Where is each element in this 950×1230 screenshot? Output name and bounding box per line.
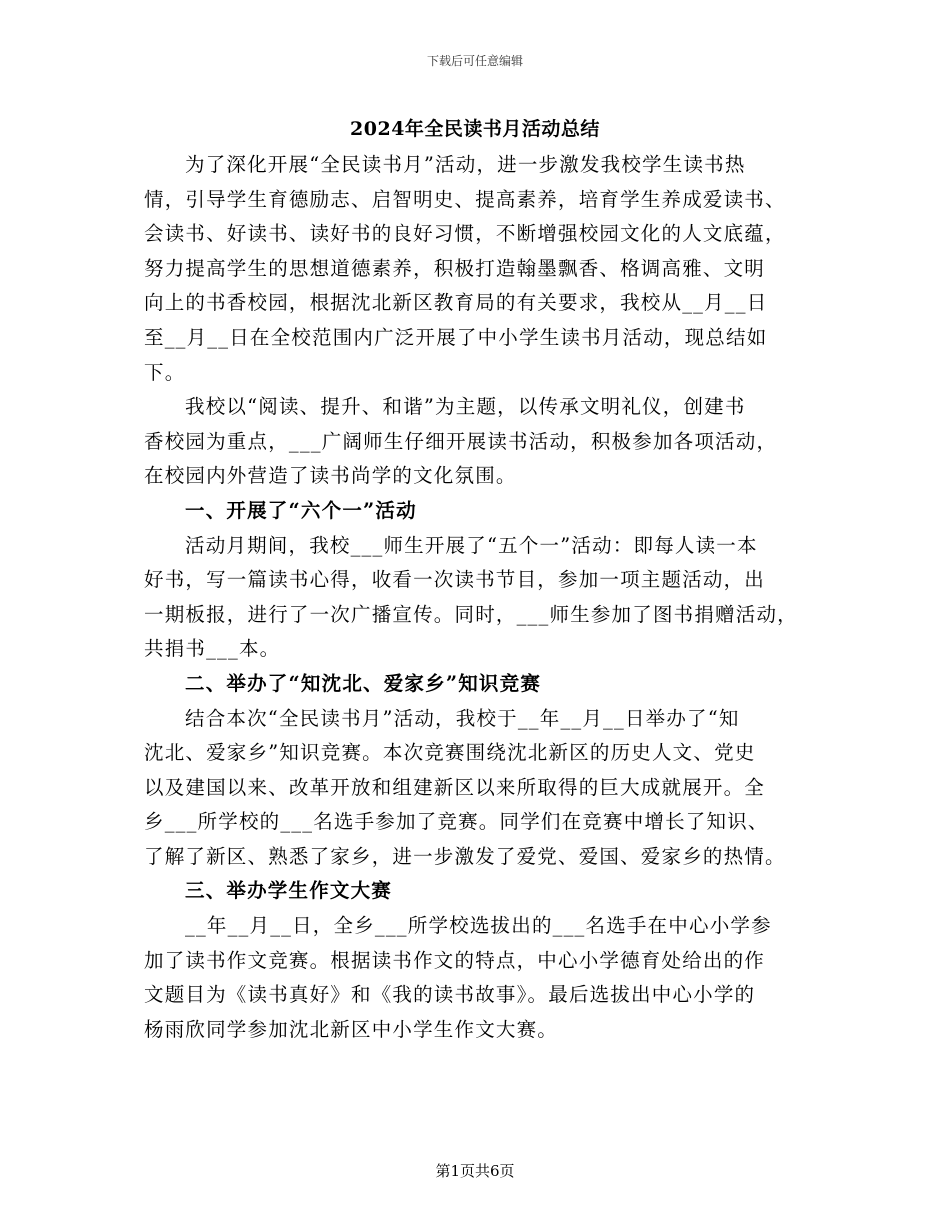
header-note: 下载后可任意编辑 xyxy=(426,54,523,68)
section-heading: 二、举办了“知沈北、爱家乡”知识竞赛 xyxy=(185,671,542,695)
paragraph-line: 活动月期间，我校___师生开展了“五个一”活动：即每人读一本 xyxy=(185,533,758,557)
paragraph-line: 在校园内外营造了读书尚学的文化氛围。 xyxy=(144,464,517,488)
paragraph-line: 好书，写一篇读书心得，收看一次读书节目，参加一项主题活动，出 xyxy=(144,568,766,592)
paragraph-line: 向上的书香校园，根据沈北新区教育局的有关要求，我校从__月__日 xyxy=(144,291,768,315)
paragraph-line: 努力提高学生的思想道德素养，积极打造翰墨飘香、格调高雅、文明 xyxy=(144,256,766,280)
section-heading: 三、举办学生作文大赛 xyxy=(185,879,393,903)
paragraph-line: 一期板报，进行了一次广播宣传。同时，___师生参加了图书捐赠活动， xyxy=(144,602,798,626)
paragraph-line: 香校园为重点，___广阔师生仔细开展读书活动，积极参加各项活动， xyxy=(144,429,778,453)
section-heading: 一、开展了“六个一”活动 xyxy=(185,498,417,522)
paragraph-line: 会读书、好读书、读好书的良好习惯，不断增强校园文化的人文底蕴， xyxy=(144,222,786,246)
page-indicator: 第1页共6页 xyxy=(435,1162,515,1180)
paragraph-line: 共捐书___本。 xyxy=(144,637,281,661)
paragraph-line: 至__月__日在全校范围内广泛开展了中小学生读书月活动，现总结如 xyxy=(144,325,768,349)
paragraph-line: 乡___所学校的___名选手参加了竞赛。同学们在竞赛中增长了知识、 xyxy=(144,810,769,834)
paragraph-line: 情，引导学生育德励志、启智明史、提高素养，培育学生养成爱读书、 xyxy=(144,187,786,211)
paragraph-line: 为了深化开展“全民读书月”活动，进一步激发我校学生读书热 xyxy=(185,153,746,176)
paragraph-line: 下。 xyxy=(144,360,186,384)
paragraph-line: 以及建国以来、改革开放和组建新区以来所取得的巨大成就展开。全 xyxy=(144,775,766,799)
paragraph-line: 杨雨欣同学参加沈北新区中小学生作文大赛。 xyxy=(144,1017,559,1041)
paragraph-line: 文题目为《读书真好》和《我的读书故事》。最后选拔出中心小学的 xyxy=(144,983,756,1007)
paragraph-line: 结合本次“全民读书月”活动，我校于__年__月__日举办了“知 xyxy=(185,706,740,730)
paragraph-line: 加了读书作文竞赛。根据读书作文的特点，中心小学德育处给出的作 xyxy=(144,948,766,972)
paragraph-line: 沈北、爱家乡”知识竞赛。本次竞赛围绕沈北新区的历史人文、党史 xyxy=(144,741,756,765)
paragraph-line: 了解了新区、熟悉了家乡，进一步激发了爱党、爱国、爱家乡的热情。 xyxy=(144,844,786,868)
document-body xyxy=(144,148,824,1047)
paragraph-line: __年__月__日，全乡___所学校选拔出的___名选手在中心小学参 xyxy=(185,914,772,938)
paragraph-line: 我校以“阅读、提升、和谐”为主题，以传承文明礼仪，创建书 xyxy=(185,395,746,419)
document-title: 2024年全民读书月活动总结 xyxy=(350,118,600,140)
